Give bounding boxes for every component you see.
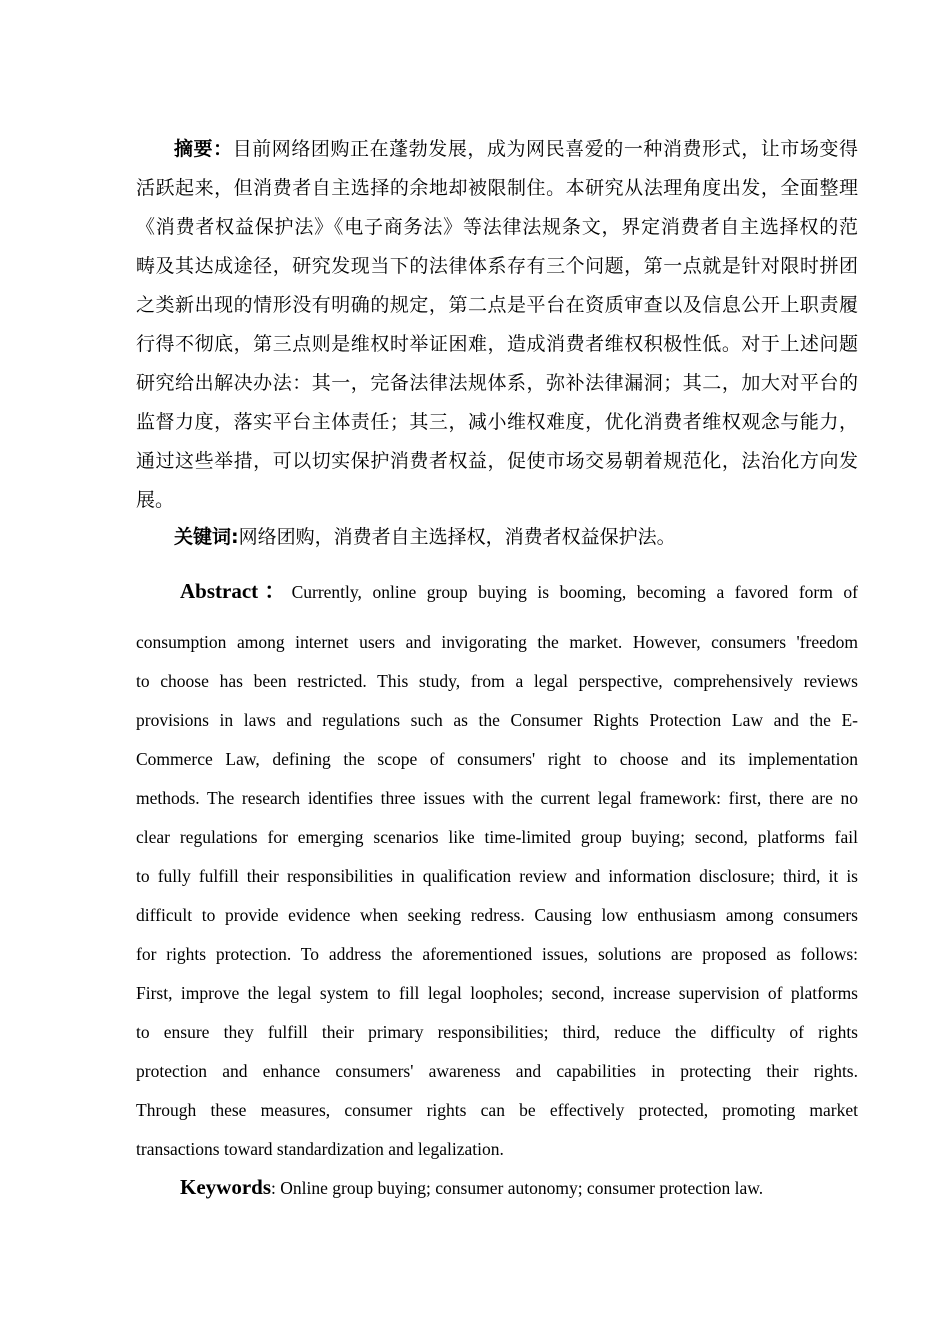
- english-abstract-line: [136, 1130, 858, 1169]
- english-keywords-text: : Online group buying; consumer autonomy; consumer protection law.: [271, 1178, 764, 1198]
- english-abstract-text: to ensure they fulfill their primary responsibilities; third, reduce the difficulty of rights: [136, 1022, 858, 1042]
- chinese-abstract-line: [136, 247, 858, 286]
- chinese-keywords: [136, 518, 858, 557]
- english-keywords-label: Keywords: [180, 1175, 271, 1199]
- english-abstract-text: clear regulations for emerging scenarios like time-limited group buying; second, platforms fail: [136, 827, 858, 847]
- english-abstract-line: [136, 896, 858, 935]
- english-abstract-line: [136, 935, 858, 974]
- english-abstract-text: Currently, online group buying is booming, becoming a favored form of: [291, 582, 858, 602]
- chinese-abstract-text: 之类新出现的情形没有明确的规定，第二点是平台在资质审查以及信息公开上职责履: [136, 294, 858, 316]
- chinese-abstract-text: 活跃起来，但消费者自主选择的余地却被限制住。本研究从法理角度出发，全面整理: [136, 177, 858, 199]
- english-abstract-text: for rights protection. To address the aforementioned issues, solutions are proposed as follows:: [136, 944, 858, 964]
- english-abstract-line: [136, 662, 858, 701]
- chinese-abstract-line: [136, 481, 858, 520]
- english-abstract-line: [136, 974, 858, 1013]
- chinese-abstract-line: [174, 130, 858, 169]
- chinese-abstract-line: [136, 169, 858, 208]
- english-abstract-line: [136, 1091, 858, 1130]
- english-keywords: [136, 1168, 858, 1207]
- english-abstract-text: methods. The research identifies three issues with the current legal framework: first, there are no: [136, 788, 858, 808]
- chinese-abstract-line: [136, 325, 858, 364]
- english-abstract-line: [180, 572, 858, 611]
- chinese-abstract-label: 摘要：: [174, 138, 233, 160]
- english-abstract-line: [136, 779, 858, 818]
- english-abstract-text: Through these measures, consumer rights can be effectively protected, promoting market: [136, 1100, 858, 1120]
- chinese-abstract-text: 研究给出解决办法：其一，完备法律法规体系，弥补法律漏洞；其二，加大对平台的: [136, 372, 858, 394]
- chinese-abstract-line: [136, 286, 858, 325]
- english-abstract-line: [136, 1013, 858, 1052]
- english-abstract-line: [136, 857, 858, 896]
- chinese-abstract-text: 监督力度，落实平台主体责任；其三，减小维权难度，优化消费者维权观念与能力，: [136, 411, 858, 433]
- chinese-keywords-label: 关键词:: [174, 526, 239, 548]
- english-abstract-text: to choose has been restricted. This study, from a legal perspective, comprehensively reviews: [136, 671, 858, 691]
- english-abstract-text: consumption among internet users and invigorating the market. However, consumers 'freedom: [136, 632, 858, 652]
- chinese-abstract-text: 畴及其达成途径，研究发现当下的法律体系存有三个问题，第一点就是针对限时拼团: [136, 255, 858, 277]
- english-abstract-line: [136, 623, 858, 662]
- english-abstract-label: Abstract：: [180, 579, 292, 603]
- chinese-abstract-text: 通过这些举措，可以切实保护消费者权益，促使市场交易朝着规范化，法治化方向发: [136, 450, 858, 472]
- english-abstract-text: difficult to provide evidence when seeking redress. Causing low enthusiasm among consumers: [136, 905, 858, 925]
- chinese-abstract-text: 行得不彻底，第三点则是维权时举证困难，造成消费者维权积极性低。对于上述问题: [136, 333, 858, 355]
- english-abstract-text: to fully fulfill their responsibilities in qualification review and information disclosure; third, it is: [136, 866, 858, 886]
- english-abstract-text: provisions in laws and regulations such as the Consumer Rights Protection Law and the E-: [136, 710, 858, 730]
- chinese-abstract-line: [136, 403, 858, 442]
- chinese-abstract-text: 目前网络团购正在蓬勃发展，成为网民喜爱的一种消费形式，让市场变得: [232, 138, 858, 160]
- chinese-abstract-line: [136, 208, 858, 247]
- english-abstract-text: transactions toward standardization and legalization.: [136, 1139, 504, 1159]
- chinese-abstract-text: 展。: [136, 489, 175, 511]
- chinese-abstract-line: [136, 364, 858, 403]
- english-abstract-line: [136, 701, 858, 740]
- english-abstract-line: [136, 1052, 858, 1091]
- chinese-keywords-text: 网络团购，消费者自主选择权，消费者权益保护法。: [238, 526, 676, 548]
- chinese-abstract-text: 《消费者权益保护法》《电子商务法》等法律法规条文，界定消费者自主选择权的范: [136, 216, 858, 238]
- english-abstract-line: [136, 740, 858, 779]
- english-abstract-text: Commerce Law, defining the scope of consumers' right to choose and its implementation: [136, 749, 858, 769]
- english-abstract-text: protection and enhance consumers' awareness and capabilities in protecting their rights.: [136, 1061, 858, 1081]
- english-abstract-line: [136, 818, 858, 857]
- english-abstract-text: First, improve the legal system to fill legal loopholes; second, increase supervision of platforms: [136, 983, 858, 1003]
- chinese-abstract-line: [136, 442, 858, 481]
